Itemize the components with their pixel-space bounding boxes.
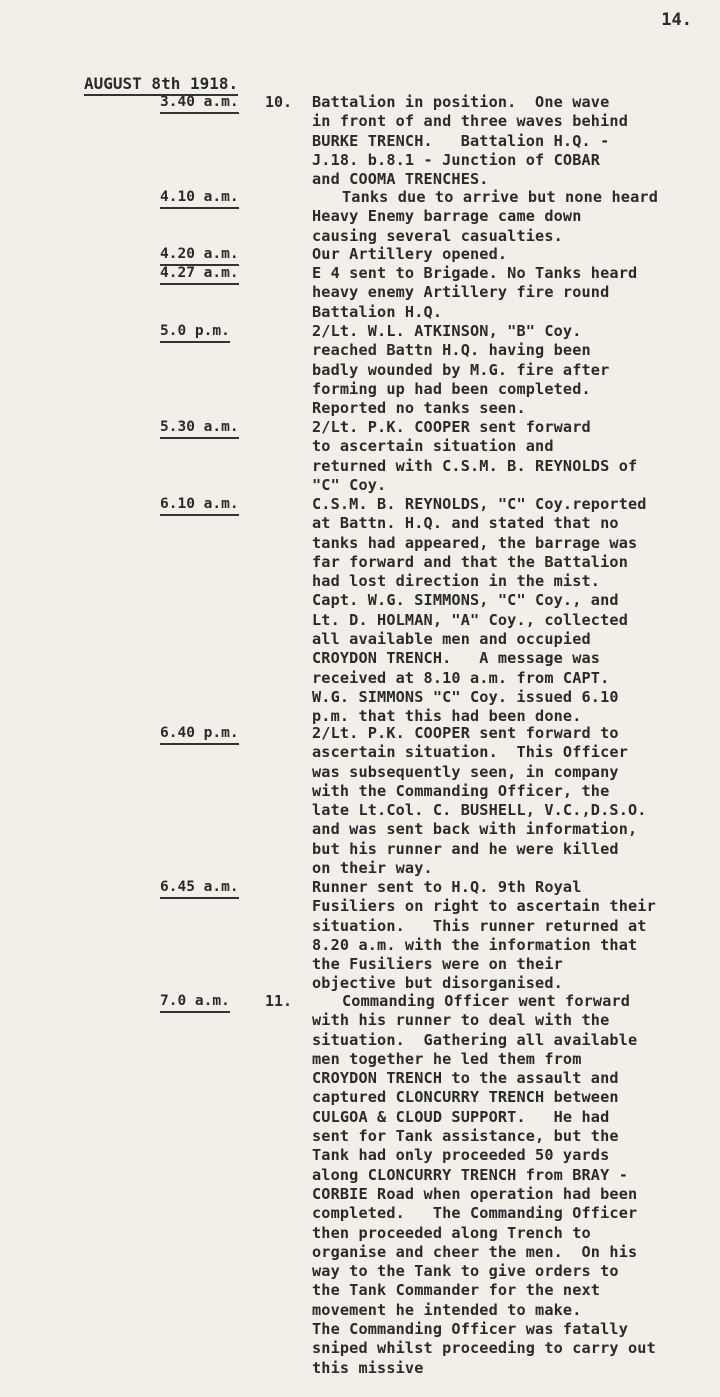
entry-time: 4.27 a.m. (160, 264, 239, 285)
text-line: CORBIE Road when operation had been (312, 1184, 638, 1203)
text-line: situation. This runner returned at (312, 916, 647, 935)
text-line: Tanks due to arrive but none heard (342, 188, 658, 206)
text-line: with his runner to deal with the (312, 1011, 610, 1030)
text-line: this missive (312, 1358, 424, 1377)
entry-text (312, 245, 718, 264)
text-line: was subsequently seen, in company (312, 762, 619, 781)
text-line: Lt. D. HOLMAN, "A" Coy., collected (312, 610, 628, 629)
text-line: The Commanding Officer was fatally (312, 1320, 628, 1339)
text-line: forming up had been completed. (312, 379, 591, 398)
text-line: Our Artillery opened. (312, 245, 508, 263)
text-line: along CLONCURRY TRENCH from BRAY - (312, 1165, 628, 1184)
text-line: in front of and three waves behind (312, 112, 628, 131)
text-line: 2/Lt. P.K. COOPER sent forward (312, 418, 591, 436)
text-line: causing several casualties. (312, 226, 563, 245)
text-line: had lost direction in the mist. (312, 572, 601, 591)
text-line: tanks had appeared, the barrage was (312, 533, 638, 552)
text-line: Fusiliers on right to ascertain their (312, 897, 656, 916)
text-line: the Fusiliers were on their (312, 955, 563, 974)
text-line: objective but disorganised. (312, 974, 563, 993)
text-line: far forward and that the Battalion (312, 552, 628, 571)
text-line: returned with C.S.M. B. REYNOLDS of (312, 456, 638, 475)
entry-time: 6.10 a.m. (160, 495, 239, 516)
entry-text (312, 724, 718, 878)
text-line: on their way. (312, 859, 433, 878)
entry-time: 3.40 a.m. (160, 93, 239, 114)
text-line: and COOMA TRENCHES. (312, 170, 489, 189)
entry-text (312, 322, 718, 418)
text-line: "C" Coy. (312, 475, 387, 494)
entry-time: 4.20 a.m. (160, 245, 239, 266)
text-line: situation. Gathering all available (312, 1030, 638, 1049)
text-line: received at 8.10 a.m. from CAPT. (312, 668, 610, 687)
text-line: CROYDON TRENCH. A message was (312, 649, 601, 668)
text-line: 2/Lt. P.K. COOPER sent forward to (312, 724, 619, 742)
text-line: ascertain situation. This Officer (312, 743, 628, 762)
text-line: then proceeded along Trench to (312, 1223, 591, 1242)
text-line: Commanding Officer went forward (342, 992, 631, 1010)
entry-text (312, 93, 718, 189)
text-line: all available men and occupied (312, 630, 591, 649)
entry-time: 5.30 a.m. (160, 418, 239, 439)
entry-text (312, 878, 718, 994)
entry-text (312, 992, 718, 1378)
paragraph-number: 10. (265, 93, 293, 111)
text-line: heavy enemy Artillery fire round (312, 283, 610, 302)
text-line: CULGOA & CLOUD SUPPORT. He had (312, 1107, 610, 1126)
text-line: captured CLONCURRY TRENCH between (312, 1088, 619, 1107)
entry-time: 6.45 a.m. (160, 878, 239, 899)
entry-text (312, 418, 718, 495)
text-line: way to the Tank to give orders to (312, 1262, 619, 1281)
text-line: J.18. b.8.1 - Junction of COBAR (312, 150, 601, 169)
text-line: and was sent back with information, (312, 820, 638, 839)
text-line: Capt. W.G. SIMMONS, "C" Coy., and (312, 591, 619, 610)
entry-time: 5.0 p.m. (160, 322, 230, 343)
text-line: sent for Tank assistance, but the (312, 1127, 619, 1146)
text-line: p.m. that this had been done. (312, 707, 582, 726)
text-line: 2/Lt. W.L. ATKINSON, "B" Coy. (312, 322, 582, 340)
text-line: C.S.M. B. REYNOLDS, "C" Coy.reported (312, 495, 647, 513)
text-line: with the Commanding Officer, the (312, 781, 610, 800)
entry-text (312, 188, 718, 246)
text-line: Heavy Enemy barrage came down (312, 207, 582, 226)
entry-time: 6.40 p.m. (160, 724, 239, 745)
entry-text (312, 264, 718, 322)
text-line: organise and cheer the men. On his (312, 1242, 638, 1261)
text-line: Tank had only proceeded 50 yards (312, 1146, 610, 1165)
text-line: the Tank Commander for the next (312, 1281, 601, 1300)
paragraph-number: 11. (265, 992, 293, 1010)
text-line: movement he intended to make. (312, 1300, 582, 1319)
text-line: at Battn. H.Q. and stated that no (312, 514, 619, 533)
text-line: men together he led them from (312, 1049, 582, 1068)
text-line: 8.20 a.m. with the information that (312, 935, 638, 954)
text-line: Reported no tanks seen. (312, 399, 526, 418)
entry-time: 7.0 a.m. (160, 992, 230, 1013)
text-line: badly wounded by M.G. fire after (312, 360, 610, 379)
text-line: to ascertain situation and (312, 437, 554, 456)
text-line: reached Battn H.Q. having been (312, 341, 591, 360)
date-heading: AUGUST 8th 1918. (84, 74, 238, 96)
text-line: W.G. SIMMONS "C" Coy. issued 6.10 (312, 687, 619, 706)
text-line: late Lt.Col. C. BUSHELL, V.C.,D.S.O. (312, 801, 647, 820)
text-line: E 4 sent to Brigade. No Tanks heard (312, 264, 638, 282)
page-number: 14. (661, 10, 692, 30)
text-line: Battalion H.Q. (312, 302, 443, 321)
entry-text (312, 495, 718, 727)
entry-time: 4.10 a.m. (160, 188, 239, 209)
text-line: but his runner and he were killed (312, 839, 619, 858)
text-line: Runner sent to H.Q. 9th Royal (312, 878, 582, 896)
text-line: BURKE TRENCH. Battalion H.Q. - (312, 131, 610, 150)
text-line: CROYDON TRENCH to the assault and (312, 1069, 619, 1088)
text-line: sniped whilst proceeding to carry out (312, 1339, 656, 1358)
text-line: Battalion in position. One wave (312, 93, 610, 111)
text-line: completed. The Commanding Officer (312, 1204, 638, 1223)
